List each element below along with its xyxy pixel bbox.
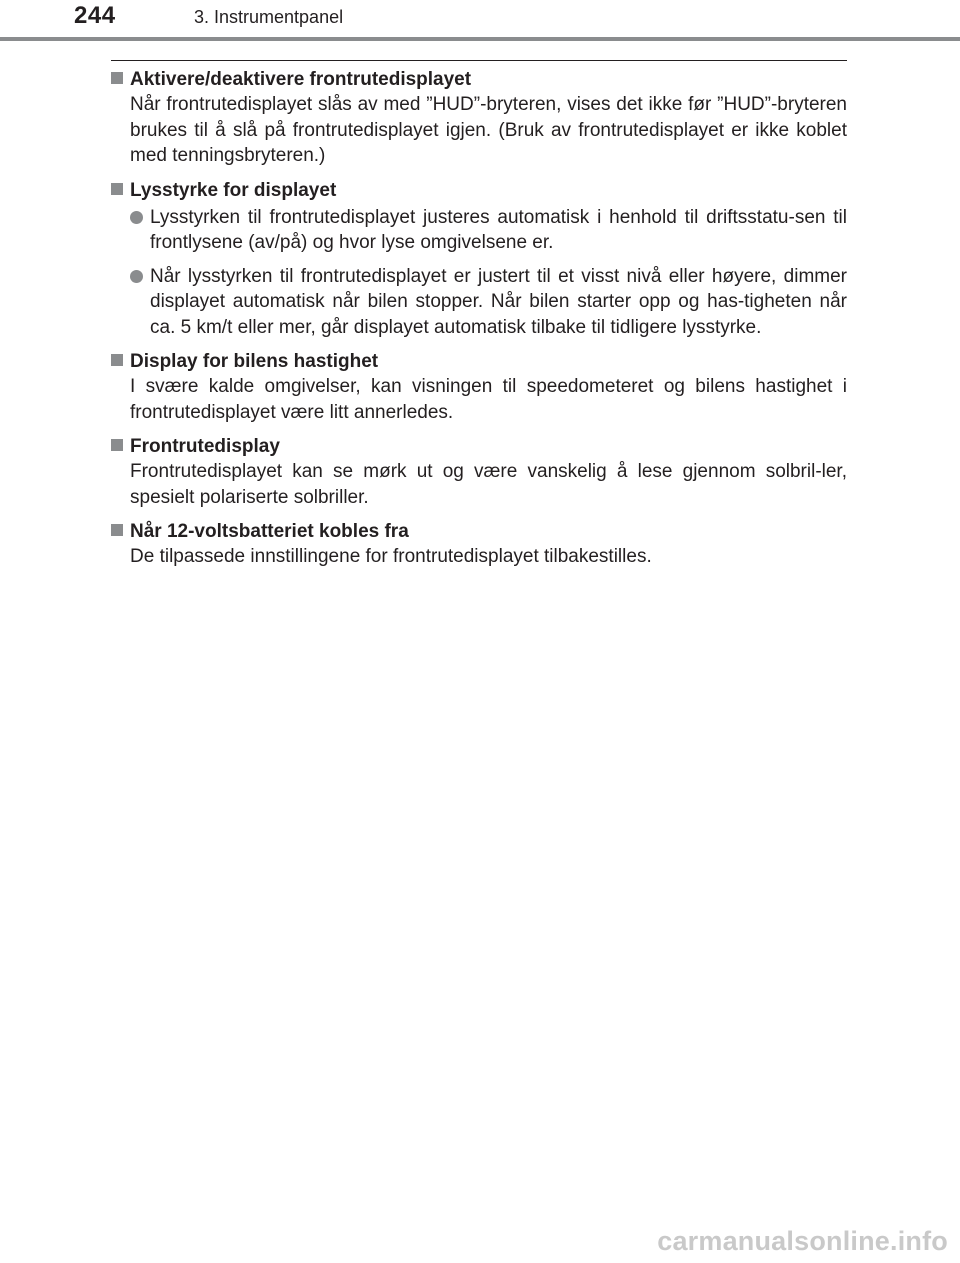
list-item-text: Lysstyrken til frontrutedisplayet justeres automatisk i henhold til driftsstatu-sen til frontlysene (av/på) og hvor lyse omgivelsene er. xyxy=(150,206,847,253)
section-heading-text: Frontrutedisplay xyxy=(130,436,280,457)
section-brightness xyxy=(111,178,847,341)
square-bullet-icon xyxy=(111,72,123,84)
page-number: 244 xyxy=(74,2,116,29)
square-bullet-icon xyxy=(111,183,123,195)
section-heading-text: Aktivere/deaktivere frontrutedisplayet xyxy=(130,69,472,90)
circle-bullet-icon xyxy=(130,270,143,283)
section-activate-deactivate xyxy=(111,67,847,169)
section-paragraph: I svære kalde omgivelser, kan visningen til speedometeret og bilens hastighet i frontrutedisplayet være litt annerledes. xyxy=(130,376,847,423)
section-heading xyxy=(111,519,847,544)
list-item xyxy=(111,264,847,341)
page-content xyxy=(111,67,847,579)
section-heading-text: Når 12-voltsbatteriet kobles fra xyxy=(130,521,409,542)
chapter-title: 3. Instrumentpanel xyxy=(194,7,344,27)
section-heading xyxy=(111,434,847,459)
bullet-list xyxy=(111,205,847,341)
section-battery-disconnected xyxy=(111,519,847,570)
circle-bullet-icon xyxy=(130,211,143,224)
list-item-text: Når lysstyrken til frontrutedisplayet er justert til et visst nivå eller høyere, dimmer displayet automatisk når bilen stopper. Når bilen starter opp og has-tigheten når ca. 5 km/t eller mer, går displayet automatisk tilbake til tidligere lysstyrke. xyxy=(150,265,847,338)
page-header xyxy=(0,0,960,40)
square-bullet-icon xyxy=(111,439,123,451)
section-heading xyxy=(111,349,847,374)
watermark: carmanualsonline.info xyxy=(657,1226,948,1256)
square-bullet-icon xyxy=(111,354,123,366)
section-paragraph: De tilpassede innstillingene for frontrutedisplayet tilbakestilles. xyxy=(130,546,652,567)
section-heading-text: Display for bilens hastighet xyxy=(130,351,379,372)
section-head-up-display xyxy=(111,434,847,510)
square-bullet-icon xyxy=(111,524,123,536)
section-heading xyxy=(111,178,847,203)
section-heading-text: Lysstyrke for displayet xyxy=(130,179,337,201)
section-paragraph: Når frontrutedisplayet slås av med ”HUD”-bryteren, vises det ikke før ”HUD”-bryteren brukes til å slå på frontrutedisplayet igjen. (Bruk av frontrutedisplayet er ikke koblet med tenningsbryteren.) xyxy=(130,94,847,166)
header-rule xyxy=(0,37,960,41)
section-paragraph: Frontrutedisplayet kan se mørk ut og være vanskelig å lese gjennom solbril-ler, spesielt polariserte solbriller. xyxy=(130,461,847,508)
list-item xyxy=(111,205,847,256)
content-top-rule xyxy=(111,60,847,61)
section-heading xyxy=(111,67,847,92)
section-vehicle-speed-display xyxy=(111,349,847,425)
